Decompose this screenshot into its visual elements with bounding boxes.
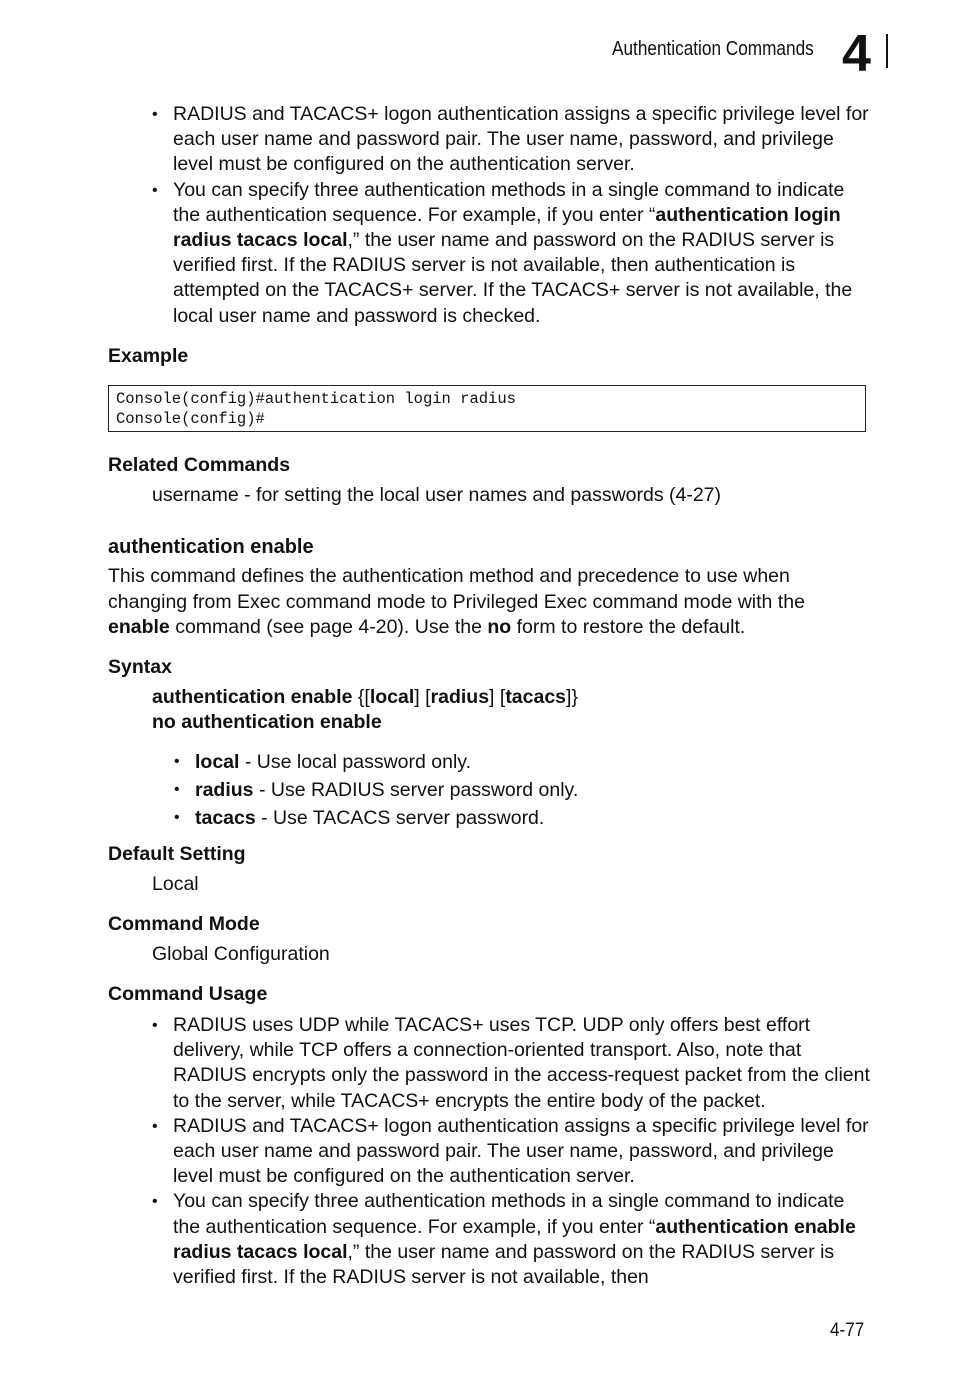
code-line: Console(config)#authentication login radius xyxy=(116,390,516,408)
bold-text-run: authentication enable xyxy=(152,686,358,708)
list-item xyxy=(173,1013,873,1114)
default-setting-heading: Default Setting xyxy=(108,843,246,865)
text-run: command (see page 4-20). Use the xyxy=(169,616,488,638)
option-name: radius xyxy=(195,779,254,801)
list-item xyxy=(173,178,873,329)
text-run: ,” the user name and password on the RADIUS server is verified first. If the RADIUS server is not available, then authentication is attempted on the TACACS+ server. If the TACACS+ server is not available, the local user name and password is checked. xyxy=(173,229,853,327)
syntax-line-2: no authentication enable xyxy=(152,711,382,733)
bold-text-run: radius xyxy=(430,686,490,708)
top-bullet-list xyxy=(173,102,873,329)
running-header: Authentication Commands xyxy=(612,38,814,60)
text-run: You can specify three authentication methods in a single command to indicate the authentication sequence. For example, if you enter “ xyxy=(173,1190,845,1238)
syntax-options-list xyxy=(195,748,795,832)
text-run: You can specify three authentication methods in a single command to indicate the authentication sequence. For example, if you enter “ xyxy=(173,178,845,226)
list-item xyxy=(173,1189,873,1290)
command-mode-heading: Command Mode xyxy=(108,913,260,935)
command-usage-heading: Command Usage xyxy=(108,983,268,1005)
option-name: local xyxy=(195,751,240,773)
command-description xyxy=(108,564,868,641)
bold-text-run: tacacs xyxy=(505,686,567,708)
list-item xyxy=(195,804,795,832)
command-title: authentication enable xyxy=(108,536,314,558)
text-run: RADIUS uses UDP while TACACS+ uses TCP. UDP only offers best effort delivery, while TCP offers a connection-oriented transport. Also, note that RADIUS encrypts only the password in the access-request packet from the client to the server, while TACACS+ encrypts the entire body of the packet. xyxy=(173,1014,870,1112)
text-run: ,” the user name and password on the RADIUS server is verified first. If the RADIUS server is not available, then xyxy=(173,1240,835,1289)
list-item xyxy=(173,102,873,178)
bold-text-run: enable xyxy=(108,616,170,638)
text-run: form to restore the default. xyxy=(511,616,746,638)
page-number: 4-77 xyxy=(830,1320,865,1341)
bold-text-run: no xyxy=(487,616,512,638)
text-run: This command defines the authentication method and precedence to use when changing from Exec command mode to Privileged Exec command mode with the xyxy=(108,565,805,613)
command-usage-list xyxy=(173,1013,873,1290)
text-run: RADIUS and TACACS+ logon authentication assigns a specific privilege level for each user name and password pair. The user name, password, and privilege level must be configured on the authentication server. xyxy=(173,1114,869,1188)
syntax-heading: Syntax xyxy=(108,656,172,678)
list-item xyxy=(173,1114,873,1190)
related-commands-heading: Related Commands xyxy=(108,454,291,476)
syntax-line-1 xyxy=(152,685,578,710)
list-item xyxy=(195,776,795,804)
text-run: RADIUS and TACACS+ logon authentication assigns a specific privilege level for each user name and password pair. The user name, password, and privilege level must be configured on the authentication server. xyxy=(173,103,869,176)
option-description: - Use RADIUS server password only. xyxy=(253,779,579,801)
bold-text-run: authentication enable radius tacacs local xyxy=(173,1215,856,1263)
example-heading: Example xyxy=(108,345,189,367)
code-example xyxy=(108,385,866,432)
header-rule xyxy=(886,34,888,68)
text-run: ]} xyxy=(566,686,578,708)
option-description: - Use TACACS server password. xyxy=(255,807,545,829)
text-run: ] [ xyxy=(414,686,431,708)
code-line: Console(config)# xyxy=(116,410,265,428)
bold-text-run: authentication login radius tacacs local xyxy=(173,203,841,252)
related-commands-text: username - for setting the local user names and passwords (4-27) xyxy=(152,484,722,506)
list-item xyxy=(195,748,795,776)
text-run: ] [ xyxy=(489,686,506,708)
default-setting-value: Local xyxy=(152,873,199,895)
bold-text-run: local xyxy=(369,686,415,708)
option-description: - Use local password only. xyxy=(239,751,471,773)
command-mode-value: Global Configuration xyxy=(152,943,330,965)
option-name: tacacs xyxy=(195,807,256,829)
chapter-number: 4 xyxy=(842,25,871,83)
text-run: {[ xyxy=(357,686,370,708)
